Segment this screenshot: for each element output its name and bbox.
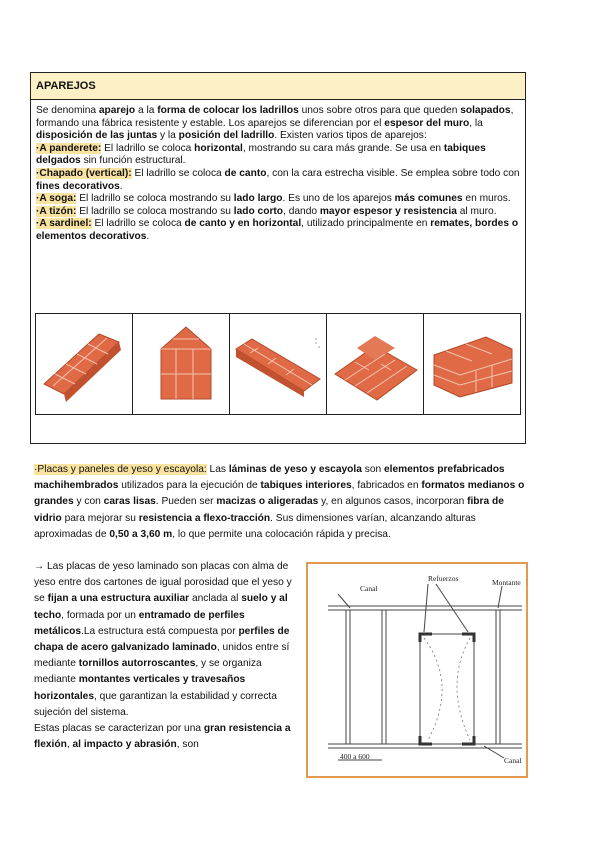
text-run: en muros. <box>462 193 511 205</box>
drywall-diagram <box>306 562 528 778</box>
text-run: , fabricados en <box>351 480 422 492</box>
bold-text: disposición de las juntas <box>36 130 158 142</box>
text-run: y la <box>157 130 179 142</box>
bold-text: tabiques delgados <box>36 142 486 167</box>
bold-text: aparejo <box>98 105 136 116</box>
bold-text: caras lisas <box>103 496 156 508</box>
text-run: , dando <box>283 205 320 217</box>
label-montante: Montante <box>492 578 521 587</box>
text-run: Estas placas se caracterizan por una <box>34 723 204 735</box>
label-canal-bottom: Canal <box>504 756 522 765</box>
text-run: El ladrillo se coloca <box>131 167 225 179</box>
bold-text: al impacto y abrasión <box>72 739 177 751</box>
highlight-label: ·A sardinel: <box>36 218 92 230</box>
bold-text: formatos medianos o grandes <box>34 480 525 508</box>
placas-para3 <box>34 721 294 753</box>
text-run: sin función estructural. <box>80 155 186 167</box>
text-run: , formada por un <box>61 609 139 621</box>
bold-text: resistencia a flexo-tracción <box>138 512 271 524</box>
text-run: , formando una fábrica resistente y estable. Los aparejos se diferencian por el <box>36 105 514 129</box>
aparejos-body <box>31 100 525 244</box>
bold-text: más comunes <box>394 193 463 205</box>
highlight-label: ·Placas y paneles de yeso y escayola: <box>34 464 207 475</box>
aparejo-item-sardinel <box>36 218 520 243</box>
text-run: . Pueden ser <box>155 496 217 508</box>
text-run: y, en algunos casos, incorporan <box>318 496 468 508</box>
text-run: , unidos entre sí mediante <box>34 642 290 670</box>
text-run: son <box>361 464 384 475</box>
text-run: . Es uno de los aparejos <box>282 193 395 205</box>
highlight-label: ·A tizón: <box>36 205 77 217</box>
text-run: anclada al <box>189 593 242 605</box>
bold-text: 0,50 a 3,60 m <box>109 528 173 540</box>
placas-para2 <box>34 559 294 721</box>
brick-image-soga <box>230 314 327 414</box>
text-run: para mejorar su <box>61 512 139 524</box>
placas-para1 <box>34 462 528 543</box>
highlight-label: ·Chapado (vertical): <box>36 167 132 179</box>
text-run: , la <box>469 117 483 129</box>
text-run: , y se organiza mediante <box>34 658 262 686</box>
bold-text: gran resistencia a flexión <box>34 723 291 751</box>
text-run: , <box>66 739 73 751</box>
text-run: → Las placas de yeso laminado son placas con alma de yeso entre dos cartones de igual porosidad que el yeso y se <box>34 561 292 605</box>
text-run: , mostrando su cara más grande. Se usa en <box>242 142 444 154</box>
label-refuerzos: Refuerzos <box>428 574 459 583</box>
text-run: unos sobre otros para que queden <box>298 105 461 116</box>
bold-text: elementos prefabricados machihembrados <box>34 464 505 492</box>
text-run: , que garantizan la estabilidad y correcta sujeción del sistema. <box>34 690 277 718</box>
text-run: y con <box>73 496 104 508</box>
bold-text: lado largo <box>233 193 283 205</box>
text-run: Las <box>206 464 229 475</box>
text-run: a la <box>135 105 158 116</box>
bold-text: forma de colocar los ladrillos <box>157 105 299 116</box>
text-run: El ladrillo se coloca mostrando su <box>76 193 234 205</box>
bold-text: horizontal <box>194 142 243 154</box>
aparejos-title: APAREJOS <box>31 73 525 100</box>
aparejos-intro <box>36 105 520 143</box>
bold-text: lado corto <box>233 205 284 217</box>
label-canal-top: Canal <box>360 584 378 593</box>
aparejos-box <box>30 72 526 444</box>
text-run: Se denomina <box>36 105 99 116</box>
drywall-diagram-drawing <box>308 564 526 776</box>
bold-text: macizas o aligeradas <box>216 496 319 508</box>
aparejo-item-tizon <box>36 206 520 219</box>
bold-text: montantes verticales y travesaños horizontales <box>34 674 246 702</box>
text-run: , son <box>176 739 199 751</box>
text-run: El ladrillo se coloca mostrando su <box>76 205 234 217</box>
bold-text: fines decorativos <box>36 180 120 192</box>
bold-text: perfiles de chapa de acero galvanizado laminado <box>34 625 290 654</box>
bold-text: de canto y en horizontal <box>184 218 302 230</box>
bold-text: fibra de vidrio <box>34 496 504 524</box>
aparejo-item-soga <box>36 193 520 206</box>
aparejo-item-chapado <box>36 168 520 193</box>
text-run: .La estructura está compuesta por <box>81 625 239 637</box>
text-run: , lo que permite una colocación rápida y precisa. <box>172 528 391 540</box>
bold-text: tornillos autorroscantes <box>78 658 196 670</box>
text-run: , con la cara estrecha visible. Se emplea sobre todo con <box>266 167 520 179</box>
highlight-label: ·A soga: <box>36 193 77 205</box>
aparejo-item-panderete <box>36 143 520 168</box>
text-run: . Sus dimensiones varían, alcanzando alturas aproximadas de <box>34 512 476 540</box>
text-run: , utilizado principalmente en <box>301 218 431 230</box>
text-run: . <box>119 180 123 192</box>
bold-text: fijan a una estructura auxiliar <box>47 593 190 605</box>
bold-text: solapados <box>460 105 511 116</box>
brick-image-tizon <box>327 314 424 414</box>
text-run: al muro. <box>456 205 497 217</box>
bold-text: entramado de perfiles metálicos <box>34 609 245 637</box>
bold-text: láminas de yeso y escayola <box>228 464 362 475</box>
placas-column <box>34 559 294 753</box>
text-run: El ladrillo se coloca <box>91 218 185 230</box>
text-run: . <box>146 230 150 242</box>
bold-text: de canto <box>224 167 267 179</box>
bold-text: suelo y al techo <box>34 593 288 621</box>
brick-image-strip <box>35 313 521 415</box>
text-run: utilizados para la ejecución de <box>118 480 261 492</box>
brick-image-panderete <box>36 314 133 414</box>
bold-text: mayor espesor y resistencia <box>319 205 457 217</box>
bold-text: remates, bordes o elementos decorativos <box>36 218 519 242</box>
placas-intro <box>34 462 528 543</box>
highlight-label: ·A panderete: <box>36 142 102 154</box>
bold-text: posición del ladrillo <box>178 130 275 142</box>
brick-image-chapado <box>133 314 230 414</box>
text-run: . Existen varios tipos de aparejos: <box>274 130 427 142</box>
label-dimension: 400 a 600 <box>340 752 370 761</box>
brick-image-sardinel <box>424 314 520 414</box>
bold-text: tabiques interiores <box>260 480 352 492</box>
text-run: El ladrillo se coloca <box>101 142 195 154</box>
bold-text: espesor del muro <box>384 117 470 129</box>
